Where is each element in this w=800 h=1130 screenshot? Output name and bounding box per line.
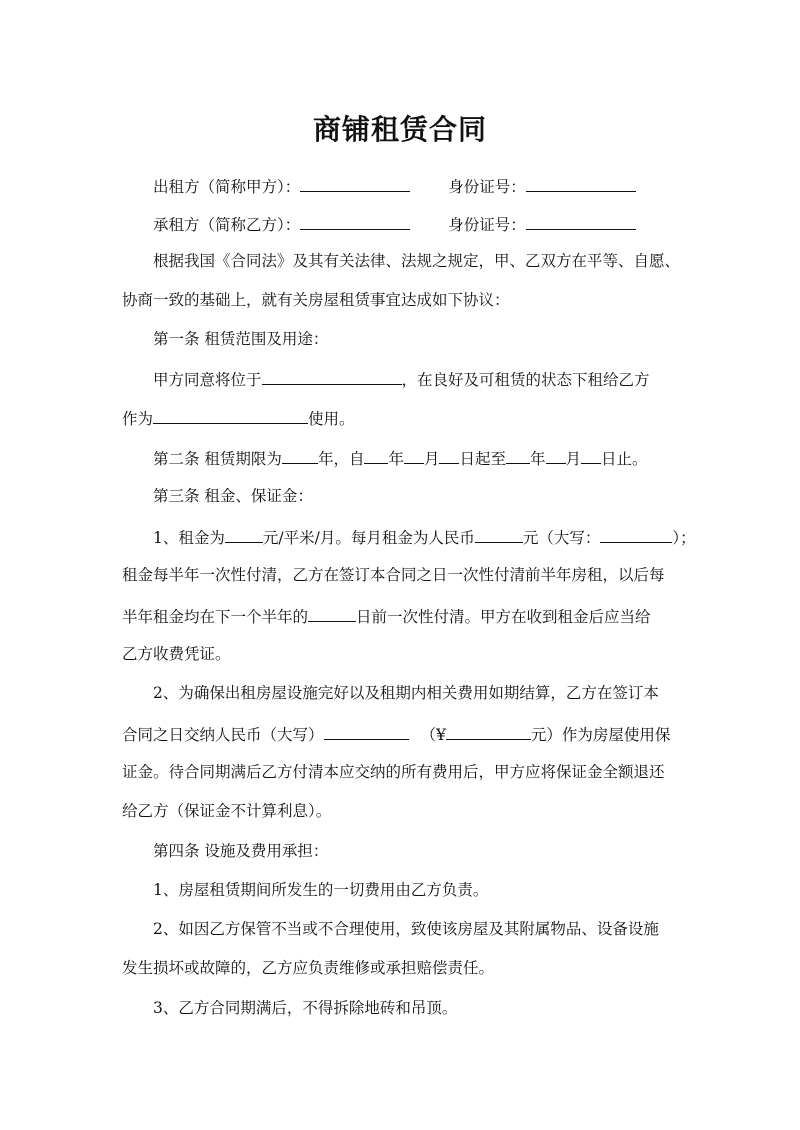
term-years-blank: [282, 446, 318, 464]
article-2-text-a: 第二条 租赁期限为: [153, 450, 282, 468]
end-year-blank: [506, 446, 530, 464]
lessor-name-blank: [300, 174, 410, 192]
preamble-line-2: 协商一致的基础上，就有关房屋租赁事宜达成如下协议：: [122, 291, 510, 309]
article-1-text-a: 甲方同意将位于: [153, 371, 262, 389]
location-blank: [262, 367, 402, 385]
article-2-text-f: 年: [530, 450, 546, 468]
article-2-text-b: 年，自: [317, 450, 365, 468]
article-3-text-f: 日前一次性付清。甲方在收到租金后应当给: [356, 608, 651, 626]
article-3-text-c: 元（大写：: [522, 529, 601, 547]
end-day-blank: [581, 446, 601, 464]
page-title: 商铺租赁合同: [312, 113, 487, 146]
monthly-rent-words-blank: [600, 525, 672, 543]
monthly-rent-blank: [475, 525, 523, 543]
article-3-text-d: ）；: [672, 529, 696, 547]
article-3-text-i: 元）作为房屋使用保: [530, 726, 671, 744]
start-year-blank: [364, 446, 388, 464]
start-month-blank: [404, 446, 424, 464]
article-3-text-a: 1、租金为: [153, 529, 225, 547]
lessor-row: [153, 174, 636, 198]
lessee-id-label: 身份证号：: [448, 216, 526, 234]
lessor-id-label: 身份证号：: [448, 178, 526, 196]
article-3-p2-line-2: [122, 722, 670, 746]
lessor-label: 出租方（简称甲方）：: [153, 178, 301, 196]
end-month-blank: [546, 446, 566, 464]
article-4-item-2-line-1: 2、如因乙方保管不当或不合理使用，致使该房屋及其附属物品、设备设施: [153, 920, 659, 938]
article-1-line-1: [153, 367, 650, 391]
article-2-text-g: 月: [565, 450, 582, 468]
lessee-label: 承租方（简称乙方）：: [153, 216, 301, 234]
article-3-text-g: 合同之日交纳人民币（大写）: [122, 726, 324, 744]
lessee-id-blank: [526, 212, 636, 230]
article-2-text-c: 年: [388, 450, 404, 468]
preamble-line-1: 根据我国《合同法》及其有关法律、法规之规定，甲、乙双方在平等、自愿、: [153, 252, 681, 270]
article-1-heading: 第一条 租赁范围及用途：: [153, 330, 329, 348]
article-3-p1-line-2: 租金每半年一次性付清，乙方在签订本合同之日一次性付清前半年房租，以后每: [122, 566, 665, 584]
article-1-text-d: 使用。: [308, 410, 355, 428]
article-3-p1-line-3: [122, 604, 651, 628]
article-1-text-b: ，在良好及可租赁的状态下租给乙方: [401, 371, 650, 389]
deposit-amount-blank: [446, 722, 531, 740]
payment-day-blank: [308, 604, 356, 622]
article-4-heading: 第四条 设施及费用承担：: [153, 842, 329, 860]
article-3-p1-line-1: [153, 525, 696, 549]
article-4-item-3: 3、乙方合同期满后，不得拆除地砖和吊顶。: [153, 999, 458, 1017]
rent-per-sqm-blank: [225, 525, 263, 543]
article-3-p2-line-4: 给乙方（保证金不计算利息）。: [122, 802, 332, 820]
article-3-p2-line-3: 证金。待合同期满后乙方付清本应交纳的所有费用后，甲方应将保证金全额退还: [122, 763, 665, 781]
article-2-text-h: 日止。: [601, 450, 648, 468]
article-3-heading: 第三条 租金、保证金：: [153, 487, 313, 505]
article-4-item-2-line-2: 发生损坏或故障的，乙方应负责维修或承担赔偿责任。: [122, 959, 495, 977]
article-4-item-1: 1、房屋租赁期间所发生的一切费用由乙方负责。: [153, 881, 489, 899]
article-3-text-b: 元/平米/月。每月租金为人民币: [262, 529, 475, 547]
deposit-words-blank: [324, 722, 409, 740]
lessor-id-blank: [526, 174, 636, 192]
start-day-blank: [439, 446, 459, 464]
article-2-line: [153, 446, 648, 470]
article-3-p2-line-1: 2、为确保出租房屋设施完好以及租期内相关费用如期结算，乙方在签订本: [153, 684, 659, 702]
article-3-text-e: 半年租金均在下一个半年的: [122, 608, 309, 626]
lessee-name-blank: [300, 212, 410, 230]
purpose-blank: [153, 406, 308, 424]
article-2-text-d: 月: [423, 450, 440, 468]
lessee-row: [153, 212, 636, 236]
article-3-p1-line-4: 乙方收费凭证。: [122, 645, 231, 663]
article-1-text-c: 作为: [122, 410, 154, 428]
article-1-line-2: [122, 406, 355, 430]
article-2-text-e: 日起至: [459, 450, 506, 468]
article-3-text-h: （¥: [420, 726, 446, 744]
